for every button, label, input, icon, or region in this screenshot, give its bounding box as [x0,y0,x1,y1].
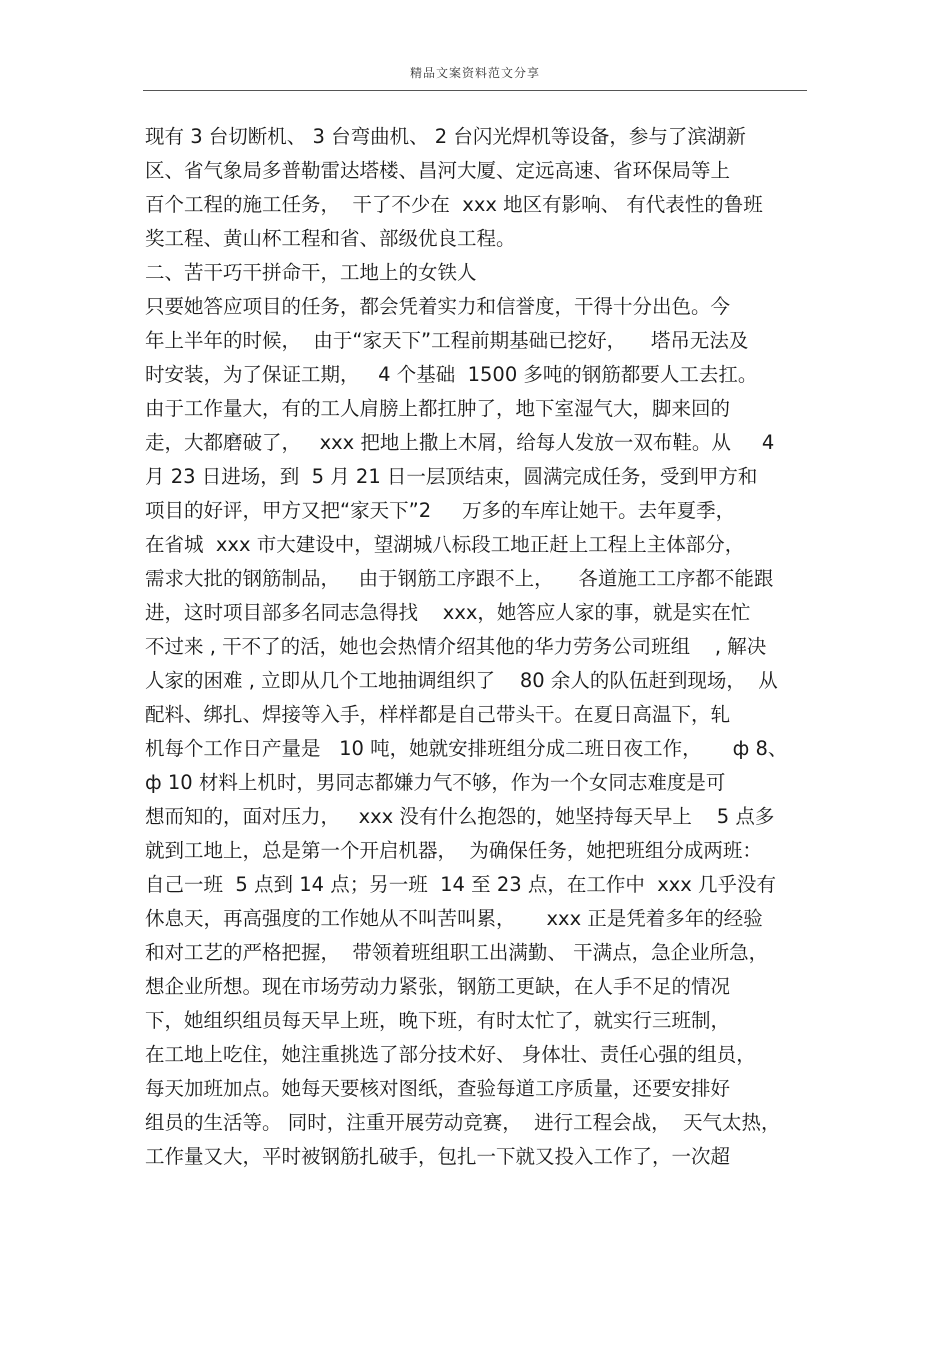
text-line: 自己一班 5 点到 14 点；另一班 14 至 23 点，在工作中 xxx 几乎没有 [145,873,777,896]
text-line: 只要她答应项目的任务，都会凭着实力和信誉度，干得十分出色。今 [145,295,731,318]
text-line: 时安装，为了保证工期， 4 个基础 1500 多吨的钢筋都要人工去扛。 [145,363,758,386]
text-line: 想企业所想。现在市场劳动力紧张，钢筋工更缺，在人手不足的情况 [145,975,731,998]
text-line: 在工地上吃住，她注重挑选了部分技术好、 身体壮、责任心强的组员， [145,1043,756,1066]
text-line: 走，大都磨破了， xxx 把地上撒上木屑，给每人发放一双布鞋。从 4 [145,431,775,454]
text-line: 由于工作量大，有的工人肩膀上都扛肿了，地下室湿气大，脚来回的 [145,397,731,420]
text-line: 进，这时项目部多名同志急得找 xxx，她答应人家的事，就是实在忙 [145,601,751,624]
text-line: 月 23 日进场，到 5 月 21 日一层顶结束，圆满完成任务，受到甲方和 [145,465,758,488]
section-heading: 二、苦干巧干拼命干，工地上的女铁人 [145,261,477,284]
text-line: 区、省气象局多普勒雷达塔楼、昌河大厦、定远高速、省环保局等上 [145,159,731,182]
text-line: 每天加班加点。她每天要核对图纸，查验每道工序质量，还要安排好 [145,1077,731,1100]
header-divider [143,90,807,91]
text-line: 现有 3 台切断机、 3 台弯曲机、 2 台闪光焊机等设备，参与了滨湖新 [145,125,746,148]
text-line: 工作量又大，平时被钢筋扎破手，包扎一下就又投入工作了，一次超 [145,1145,731,1168]
document-body [145,120,825,1174]
text-line: 就到工地上，总是第一个开启机器， 为确保任务，她把班组分成两班： [145,839,762,862]
text-line: 机每个工作日产量是 10 吨，她就安排班组分成二班日夜工作， ф 8、 [145,737,788,760]
text-line: 休息天，再高强度的工作她从不叫苦叫累， xxx 正是凭着多年的经验 [145,907,763,930]
text-line: 项目的好评，甲方又把“家天下”2 万多的车库让她干。去年夏季， [145,499,736,522]
text-line: 需求大批的钢筋制品， 由于钢筋工序跟不上， 各道施工工序都不能跟 [145,567,774,590]
text-line: 年上半年的时候， 由于“家天下”工程前期基础已挖好， 塔吊无法及 [145,329,749,352]
text-line: 想而知的，面对压力， xxx 没有什么抱怨的，她坚持每天早上 5 点多 [145,805,775,828]
text-line: 和对工艺的严格把握， 带领着班组职工出满勤、 干满点，急企业所急， [145,941,769,964]
text-line: 奖工程、黄山杯工程和省、部级优良工程。 [145,227,516,250]
text-line: 配料、绑扎、焊接等入手，样样都是自己带头干。在夏日高温下，轧 [145,703,731,726]
text-line: 百个工程的施工任务， 干了不少在 xxx 地区有影响、 有代表性的鲁班 [145,193,763,216]
text-line: ф 10 材料上机时，男同志都嫌力气不够，作为一个女同志难度是可 [145,771,726,794]
text-line: 组员的生活等。 同时，注重开展劳动竞赛， 进行工程会战， 天气太热， [145,1111,781,1134]
text-line: 不过来 , 干不了的活，她也会热情介绍其他的华力劳务公司班组 , 解决 [145,635,767,658]
text-line: 下，她组织组员每天早上班，晚下班，有时太忙了，就实行三班制， [145,1009,731,1032]
page-header: 精品文案资料范文分享 [409,66,540,80]
text-line: 人家的困难 , 立即从几个工地抽调组织了 80 余人的队伍赶到现场， 从 [145,669,778,692]
text-line: 在省城 xxx 市大建设中，望湖城八标段工地正赶上工程上主体部分， [145,533,745,556]
